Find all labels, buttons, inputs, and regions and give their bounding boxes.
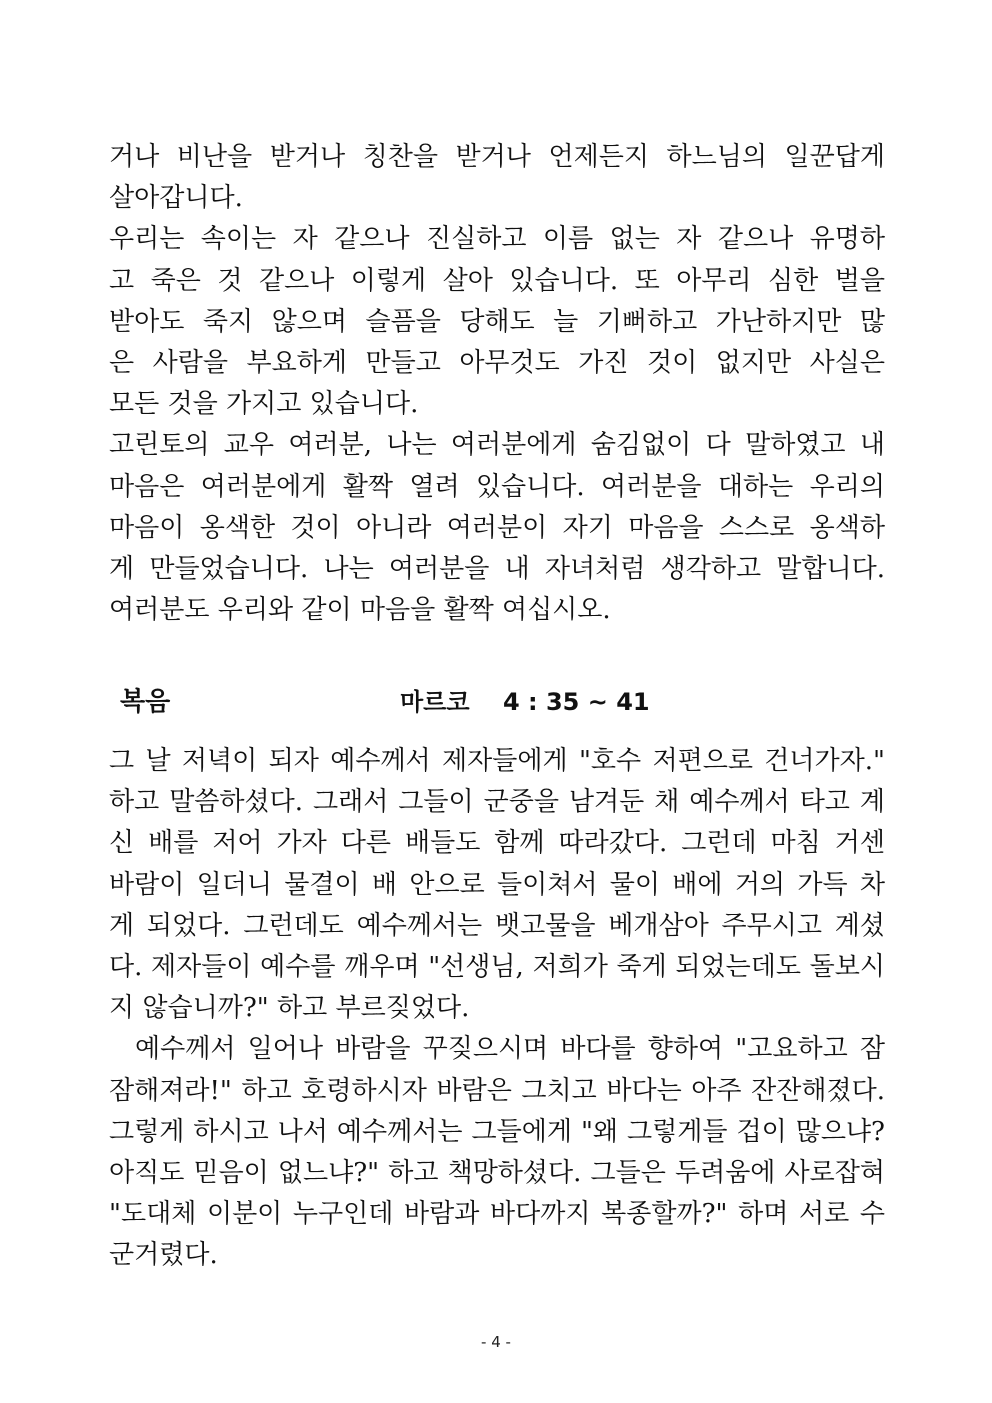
gospel-section-header — [120, 682, 880, 722]
page-number: - 4 - — [481, 1333, 511, 1351]
text-line: 군거렸다. — [109, 1240, 218, 1271]
text-line: 그 날 저녁이 되자 예수께서 제자들에게 "호수 저편으로 건너가자." — [109, 746, 885, 776]
text-line: 거나 비난을 받거나 칭찬을 받거나 언제든지 하느님의 일꾼답게 — [109, 142, 885, 172]
text-line: 잠해져라!" 하고 호령하시자 바람은 그치고 바다는 아주 잔잔해졌다. — [109, 1075, 885, 1106]
text-line: 우리는 속이는 자 같으나 진실하고 이름 없는 자 같으나 유명하 — [109, 224, 885, 255]
text-line: 고 죽은 것 같으나 이렇게 살아 있습니다. 또 아무리 심한 벌을 — [109, 265, 885, 296]
text-line: 마음은 여러분에게 활짝 열려 있습니다. 여러분을 대하는 우리의 — [109, 471, 885, 502]
text-line: 게 되었다. 그런데도 예수께서는 뱃고물을 베개삼아 주무시고 계셨 — [109, 910, 885, 941]
text-line: 지 않습니까?" 하고 부르짖었다. — [109, 993, 470, 1024]
text-line: 받아도 죽지 않으며 슬픔을 당해도 늘 기뻐하고 가난하지만 많 — [109, 306, 885, 337]
gospel-title: 복음 — [120, 687, 171, 717]
gospel-reference: 마르코 4 : 35 ~ 41 — [400, 688, 650, 716]
text-line: 바람이 일더니 물결이 배 안으로 들이쳐서 물이 배에 거의 가득 차 — [109, 869, 885, 900]
text-line: 모든 것을 가지고 있습니다. — [109, 389, 419, 420]
text-line: 게 만들었습니다. 나는 여러분을 내 자녀처럼 생각하고 말합니다. — [109, 553, 885, 584]
text-line: 마음이 옹색한 것이 아니라 여러분이 자기 마음을 스스로 옹색하 — [109, 512, 885, 543]
text-line: 다. 제자들이 예수를 깨우며 "선생님, 저희가 죽게 되었는데도 돌보시 — [109, 951, 885, 982]
text-line: 여러분도 우리와 같이 마음을 활짝 여십시오. — [109, 595, 611, 626]
text-line: 신 배를 저어 가자 다른 배들도 함께 따라갔다. 그런데 마침 거센 — [109, 828, 885, 859]
text-line: 그렇게 하시고 나서 예수께서는 그들에게 "왜 그렇게들 겁이 많으냐? — [109, 1116, 885, 1147]
text-line: 예수께서 일어나 바람을 꾸짖으시며 바다를 향하여 "고요하고 잠 — [135, 1034, 885, 1065]
text-line: 살아갑니다. — [109, 183, 243, 214]
text-line: "도대체 이분이 누구인데 바람과 바다까지 복종할까?" 하며 서로 수 — [109, 1199, 885, 1230]
text-line: 은 사람을 부요하게 만들고 아무것도 가진 것이 없지만 사실은 — [109, 347, 885, 378]
text-line: 아직도 믿음이 없느냐?" 하고 책망하셨다. 그들은 두려움에 사로잡혀 — [109, 1157, 885, 1188]
text-line: 고린토의 교우 여러분, 나는 여러분에게 숨김없이 다 말하였고 내 — [109, 430, 885, 461]
gospel-reading-text — [109, 741, 885, 1276]
epistle-reading-text — [109, 137, 885, 631]
text-line: 하고 말씀하셨다. 그래서 그들이 군중을 남겨둔 채 예수께서 타고 계 — [109, 787, 885, 818]
